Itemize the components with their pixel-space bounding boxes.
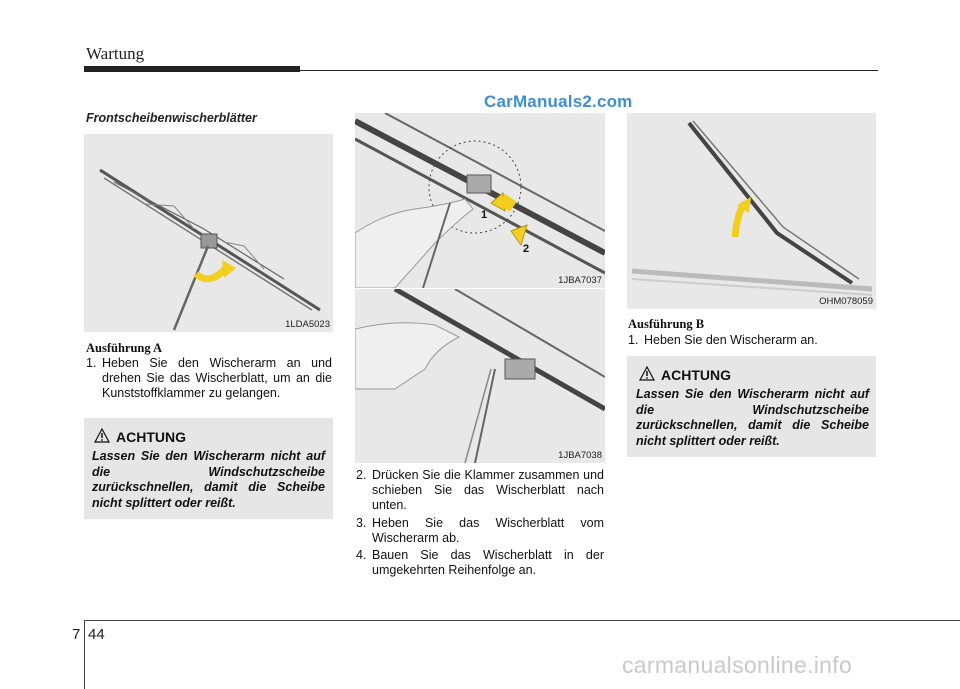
callout-label-1: 1: [481, 209, 488, 221]
variant-a-heading: Ausführung A: [86, 341, 163, 355]
warning-triangle-icon: [94, 428, 110, 443]
chapter-number: 7: [72, 626, 81, 643]
figure-code: 1LDA5023: [285, 319, 330, 330]
step-number: 1.: [86, 356, 97, 370]
figure-code: OHM078059: [819, 296, 873, 307]
figure-clip-press: [355, 113, 605, 288]
figure-wiper-variant-b: [627, 113, 876, 309]
yellow-arrow-2-icon: [511, 225, 527, 245]
step-text: Heben Sie den Wischerarm an und drehen Sie das Wischerblatt, um an die Kunststoffklammer zu gelangen.: [102, 356, 332, 400]
blade-removal-illustration: [355, 289, 605, 463]
caution-title: ACHTUNG: [116, 429, 186, 445]
warning-triangle-icon: [639, 366, 655, 381]
wiper-arm-raise-illustration: [627, 113, 876, 309]
header-rule-thin: [300, 70, 878, 71]
figure-code: 1JBA7038: [558, 450, 602, 461]
step-4: [356, 548, 604, 578]
figure-code: 1JBA7037: [558, 275, 602, 286]
step-number: 1.: [628, 333, 639, 347]
step-1-variant-b: [628, 333, 876, 349]
wiper-blade-illustration: [84, 134, 333, 332]
step-2: [356, 468, 604, 514]
figure-blade-removal: [355, 289, 605, 463]
caution-title: ACHTUNG: [661, 367, 731, 383]
step-number: 4.: [356, 548, 367, 562]
step-number: 2.: [356, 468, 367, 482]
site-watermark: carmanualsonline.info: [622, 652, 853, 678]
step-3: [356, 516, 604, 546]
footer-rule-vertical: [84, 620, 85, 689]
step-text: Heben Sie den Wischerarm an.: [644, 333, 818, 347]
variant-b-heading: Ausführung B: [628, 317, 705, 331]
footer-rule-horizontal: [84, 620, 960, 621]
caution-text: Lassen Sie den Wischerarm nicht auf die Windschutzscheibe zurückschnellen, damit die Scheibe nicht splittert oder reißt.: [92, 449, 325, 510]
header-rule-thick: [84, 66, 300, 72]
carmanuals-watermark-link[interactable]: CarManuals2.com: [484, 92, 633, 111]
caution-box-a: [84, 418, 333, 519]
step-text: Heben Sie das Wischerblatt vom Wischerarm ab.: [372, 516, 604, 545]
caution-box-b: [627, 356, 876, 457]
clip-press-illustration: [355, 113, 605, 288]
step-text: Bauen Sie das Wischerblatt in der umgekehrten Reihenfolge an.: [372, 548, 604, 577]
yellow-rotate-arrow-icon: [196, 268, 226, 279]
caution-text: Lassen Sie den Wischerarm nicht auf die Windschutzscheibe zurückschnellen, damit die Scheibe nicht splittert oder reißt.: [636, 387, 869, 448]
step-1-variant-a: [86, 356, 332, 402]
section-title: Frontscheibenwischerblätter: [86, 111, 257, 125]
page-number: 44: [88, 626, 105, 643]
step-text: Drücken Sie die Klammer zusammen und schieben Sie das Wischerblatt nach unten.: [372, 468, 604, 512]
step-number: 3.: [356, 516, 367, 530]
page-header-title: Wartung: [86, 44, 145, 63]
callout-label-2: 2: [523, 243, 530, 255]
figure-wiper-variant-a: [84, 134, 333, 332]
